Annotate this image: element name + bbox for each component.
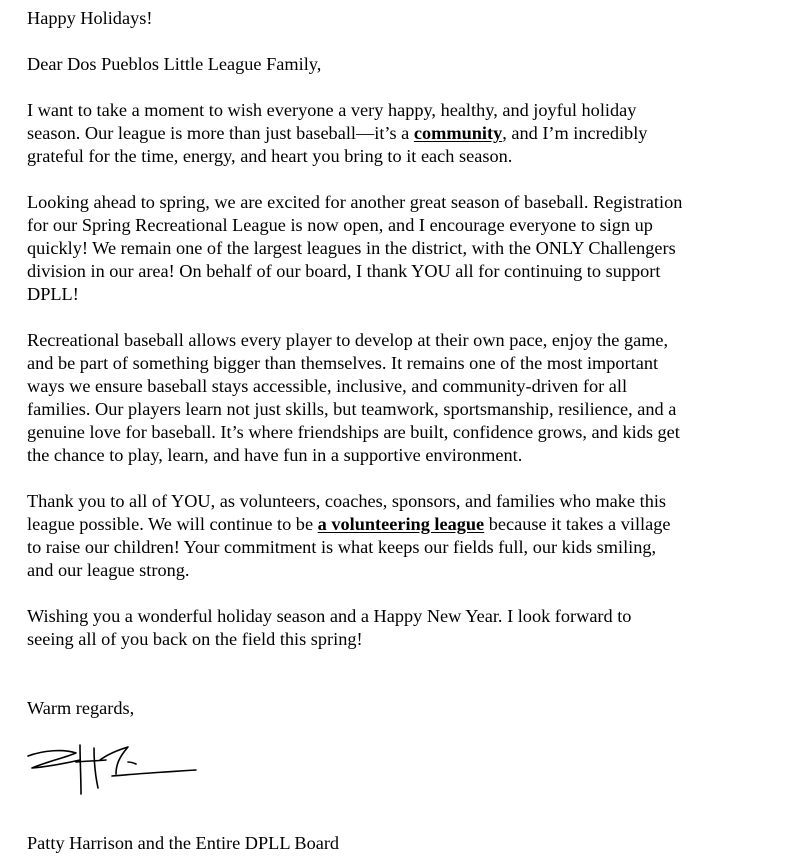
closing: Warm regards, [27,698,135,718]
paragraph-5 [27,605,777,651]
text-run: , and I’m incredibly [502,123,648,143]
paragraph-line: for our Spring Recreational League is now open, and I encourage everyone to sign up [27,215,653,235]
paragraph-line: families. Our players learn not just skills, but teamwork, sportsmanship, resilience, and a [27,399,677,419]
paragraph-line: and our league strong. [27,560,190,580]
greeting: Happy Holidays! [27,8,153,28]
paragraph-line: genuine love for baseball. It’s where friendships are built, confidence grows, and kids get [27,422,680,442]
paragraph-line: DPLL! [27,284,79,304]
paragraph-4 [27,490,777,582]
text-run: league possible. We will continue to be [27,514,318,534]
paragraph-2 [27,191,777,306]
paragraph-line [27,513,777,536]
emphasis-volunteering-league: a volunteering league [317,514,485,534]
paragraph-line: seeing all of you back on the field this spring! [27,629,363,649]
signer-name: Patty Harrison and the Entire DPLL Board [27,833,340,853]
paragraph-line: the chance to play, learn, and have fun in a supportive environment. [27,445,523,465]
paragraph-line: ways we ensure baseball stays accessible, inclusive, and community-driven for all [27,376,628,396]
paragraph-line: and be part of something bigger than themselves. It remains one of the most important [27,353,659,373]
paragraph-line: division in our area! On behalf of our board, I thank YOU all for continuing to support [27,261,661,281]
paragraph-line: to raise our children! Your commitment is what keeps our fields full, our kids smiling, [27,537,657,557]
paragraph-line: Looking ahead to spring, we are excited for another great season of baseball. Registration [27,192,683,212]
paragraph-3 [27,329,777,467]
paragraph-line: grateful for the time, energy, and heart you bring to it each season. [27,146,513,166]
paragraph-line: Wishing you a wonderful holiday season and a Happy New Year. I look forward to [27,606,632,626]
paragraph-line: Thank you to all of YOU, as volunteers, coaches, sponsors, and families who make this [27,491,667,511]
text-run: season. Our league is more than just baseball—it’s a [27,123,414,143]
paragraph-line: Recreational baseball allows every player to develop at their own pace, enjoy the game, [27,330,669,350]
paragraph-line: I want to take a moment to wish everyone a very happy, healthy, and joyful holiday [27,100,637,120]
paragraph-1 [27,99,777,168]
paragraph-line [27,122,777,145]
paragraph-line: quickly! We remain one of the largest leagues in the district, with the ONLY Challengers [27,238,676,258]
letter-body [27,7,777,674]
handwritten-signature-icon [24,740,204,800]
emphasis-community: community [413,123,503,143]
text-run: because it takes a village [484,514,671,534]
salutation: Dear Dos Pueblos Little League Family, [27,54,322,74]
